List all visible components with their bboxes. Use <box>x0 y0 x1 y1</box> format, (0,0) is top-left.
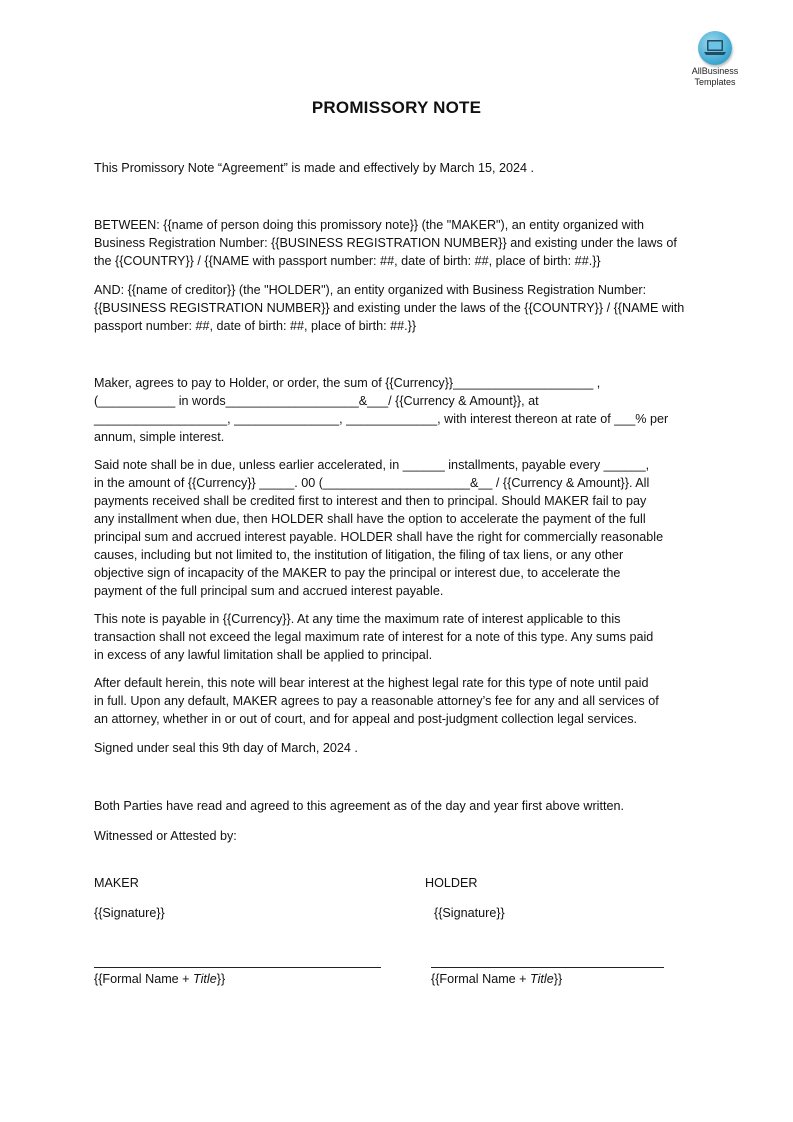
text-line: annum, simple interest. <box>94 430 225 444</box>
text-line: in excess of any lawful limitation shall be applied to principal. <box>94 648 433 662</box>
text-line: objective sign of incapacity of the MAKER to pay the principal or interest due, to accelerate the <box>94 566 621 580</box>
text-line: the {{COUNTRY}} / {{NAME with passport number: ##, date of birth: ##, place of birth: ##.}} <box>94 254 601 268</box>
name-suffix: }} <box>553 972 563 986</box>
maker-signature-line <box>94 967 381 968</box>
text-line: Signed under seal this 9th day of March, 2024 . <box>94 741 358 755</box>
text-line: causes, including but not limited to, the institution of litigation, the filing of tax liens, or any other <box>94 548 624 562</box>
intro-paragraph <box>94 159 706 177</box>
text-line: passport number: ##, date of birth: ##, place of birth: ##.}} <box>94 319 417 333</box>
name-prefix: {{Formal Name + <box>94 972 194 986</box>
holder-label: HOLDER <box>425 876 478 890</box>
text-line: ___________________, _______________, _____________, with interest thereon at rate of ___% per <box>94 412 669 426</box>
text-line: AND: {{name of creditor}} (the "HOLDER"), an entity organized with Business Registration Number: <box>94 283 647 297</box>
name-suffix: }} <box>216 972 226 986</box>
name-title: Title <box>530 972 554 986</box>
text-line: Maker, agrees to pay to Holder, or order, the sum of {{Currency}}____________________ , <box>94 376 601 390</box>
text-line: transaction shall not exceed the legal maximum rate of interest for a note of this type. Any sums paid <box>94 630 654 644</box>
text-line: After default herein, this note will bear interest at the highest legal rate for this type of note until paid <box>94 676 649 690</box>
maker-label: MAKER <box>94 876 139 890</box>
text-line: This note is payable in {{Currency}}. At any time the maximum rate of interest applicable to this <box>94 612 621 626</box>
maker-formal-name <box>94 970 225 988</box>
holder-signature-placeholder: {{Signature}} <box>434 906 505 920</box>
holder-formal-name <box>431 970 562 988</box>
text-line: Witnessed or Attested by: <box>94 829 237 843</box>
laptop-icon <box>698 31 732 65</box>
text-line: payments received shall be credited first to interest and then to principal. Should MAKER fail to pay <box>94 494 647 508</box>
holder-signature-line <box>431 967 664 968</box>
logo-line-2: Templates <box>694 77 736 87</box>
name-prefix: {{Formal Name + <box>431 972 531 986</box>
document-title: PROMISSORY NOTE <box>311 98 482 117</box>
text-line: (___________ in words___________________&___/ {{Currency & Amount}}, at <box>94 394 539 408</box>
text-line: Business Registration Number: {{BUSINESS REGISTRATION NUMBER}} and existing under the laws of <box>94 236 677 250</box>
and-paragraph <box>94 281 706 335</box>
witnessed-paragraph <box>94 827 706 845</box>
name-title: Title <box>193 972 217 986</box>
payable-in-paragraph <box>94 610 706 664</box>
text-line: in full. Upon any default, MAKER agrees to pay a reasonable attorney’s fee for any and all services of <box>94 694 659 708</box>
both-parties-paragraph <box>94 797 706 815</box>
text-line: in the amount of {{Currency}} _____. 00 (_____________________&__ / {{Currency & Amount}}. All <box>94 476 650 490</box>
text-line: This Promissory Note “Agreement” is made and effectively by March 15, 2024 . <box>94 161 535 175</box>
logo-line-1: AllBusiness <box>691 66 739 76</box>
signed-paragraph <box>94 739 706 757</box>
text-line: BETWEEN: {{name of person doing this promissory note}} (the "MAKER"), an entity organized with <box>94 218 645 232</box>
text-line: {{BUSINESS REGISTRATION NUMBER}} and existing under the laws of the {{COUNTRY}} / {{NAME with <box>94 301 685 315</box>
allbusiness-templates-logo <box>686 31 744 87</box>
maker-agrees-paragraph <box>94 374 706 446</box>
after-default-paragraph <box>94 674 706 728</box>
said-note-paragraph <box>94 456 706 600</box>
text-line: an attorney, whether in or out of court, and for appeal and post-judgment collection legal services. <box>94 712 638 726</box>
text-line: Said note shall be in due, unless earlier accelerated, in ______ installments, payable every ______, <box>94 458 650 472</box>
between-paragraph <box>94 216 706 270</box>
text-line: payment of the full principal sum and accrued interest payable. <box>94 584 444 598</box>
text-line: any installment when due, then HOLDER shall have the option to accelerate the payment of the full <box>94 512 646 526</box>
text-line: Both Parties have read and agreed to this agreement as of the day and year first above written. <box>94 799 624 813</box>
text-line: principal sum and accrued interest payable. HOLDER shall have the right for commercially reasonable <box>94 530 664 544</box>
maker-signature-placeholder: {{Signature}} <box>94 906 165 920</box>
